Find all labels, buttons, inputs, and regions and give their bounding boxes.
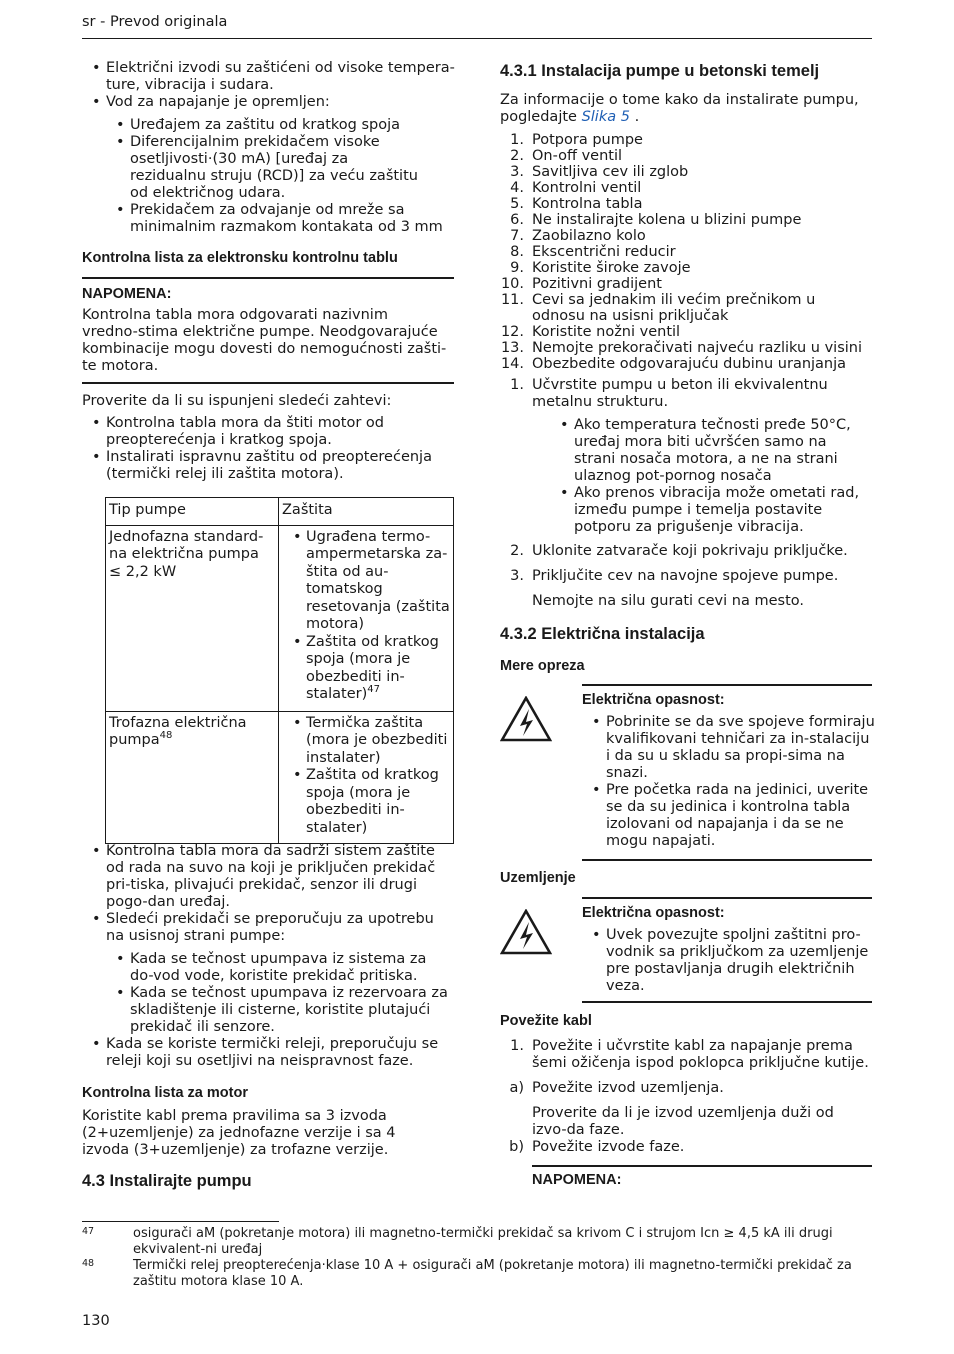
step-item: 3. Priključite cev na navojne spojeve pumpe. [510,568,839,584]
numbered-list [500,132,872,372]
table-cell [279,525,454,711]
top-bullets [82,60,454,236]
header-rule [82,38,872,39]
list-item: • Kada se tečnost upumpava iz sistema za do-vod vode, koristite prekidač pritiska. [82,951,454,985]
page-number: 130 [82,1313,110,1329]
warning-title: Električna opasnost: [582,692,725,708]
list-item: 3. Savitljiva cev ili zglob [510,164,689,180]
list-item: • Kada se tečnost upumpava iz rezervoara za skladištenje ili cisterne, koristite plutajući prekidač ili senzore. [82,985,450,1036]
list-item: 7. Zaobilazno kolo [510,228,646,244]
protection-table [105,497,454,844]
step-item: 1. Povežite i učvrstite kabl za napajanje prema šemi ožičenja ispod poklopca priključne kutije. [510,1038,869,1071]
note-title: NAPOMENA: [532,1172,622,1188]
footnote-text: Termički relej preopterećenja·klase 10 A + osigurači aM (pokretanje motora) ili magnetno-termički prekidač za zaštitu motora klase 10 A. [133,1258,852,1289]
footnote [82,1226,872,1258]
electrical-hazard-icon [500,696,552,742]
list-item: • Ako prenos vibracija može ometati rad, između pumpe i temelja postavite potporu za prigušenje vibracija. [500,485,874,536]
procedure-steps [500,377,872,610]
list-item: 10. Pozitivni gradijent [500,276,662,292]
step-item: a) Povežite izvod uzemljenja. [509,1080,724,1096]
list-item: • Vod za napajanje je opremljen: [82,94,454,111]
list-item: • Pre početka rada na jedinici, uverite se da su jedinica i kontrolna tabla izolovani od napajanja i da se ne mogu napajati. [582,782,878,850]
step-item: 2. Uklonite zatvarače koji pokrivaju priključke. [510,543,848,559]
footnote-ref: 48 [159,730,173,742]
list-item: 9. Koristite široke zavoje [510,260,691,276]
table-bullet: • Ugrađena termo-ampermetarska za-štita od au-tomatskog resetovanja (zaštita motora) [282,529,450,634]
table-cell [106,711,279,843]
section-heading: 4.3 Instalirajte pumpu [82,1172,252,1190]
footnote-rule [82,1221,279,1222]
list-item: • Električni izvodi su zaštićeni od visoke tempera-ture, vibracija i sudara. [82,60,456,94]
list-item: 1. Potpora pumpe [510,132,643,148]
sub-heading: Povežite kabl [500,1013,592,1029]
step-item: 1. Učvrstite pumpu u beton ili ekvivalentnu metalnu strukturu. [510,377,828,410]
running-header: sr - Prevod originala [82,14,228,30]
list-item: • Pobrinite se da sve spojeve formiraju kvalifikovani tehničari za in-stalaciju i da su u skladu sa propi-sima na snazi. [582,714,876,782]
intro-end: . [629,109,640,125]
table-cell-text: Trofazna električna pumpa [109,714,247,748]
check-bullets [82,415,432,483]
footnote [82,1258,872,1290]
table-row [106,711,454,843]
sub-heading: Uzemljenje [500,870,576,886]
warning-box [582,684,875,861]
warning-title: Električna opasnost: [582,905,725,921]
note-box [82,277,454,384]
list-item: 8. Ekscentrični reducir [510,244,676,260]
list-item: 2. On-off ventil [510,148,623,164]
cable-steps [500,1038,872,1156]
list-item: 12. Koristite nožni ventil [500,324,681,340]
list-item: 14. Obezbedite odgovarajuću dubinu uranjanja [500,356,847,372]
section-heading: 4.3.2 Električna instalacija [500,625,705,643]
list-item: 11. Cevi sa jednakim ili većim prečnikom u odnosu na usisni priključak [500,292,816,324]
list-item: • Diferencijalnim prekidačem visoke osetljivosti·(30 mA) [uređaj za rezidualnu struju (RCD)] za veću zaštitu od električnog udara. [82,134,426,202]
intro-text: Za informacije o tome kako da instalirate pumpu, pogledajte [500,92,859,125]
list-item: 5. Kontrolna tabla [510,196,643,212]
note-title: NAPOMENA: [82,286,172,302]
footnote-number: 48 [82,1258,95,1269]
paragraph [500,92,870,126]
table-bullet: • Termička zaštita (mora je obezbediti instalater) [282,715,450,768]
table-cell: Jednofazna standard-na električna pumpa ≤ 2,2 kW [106,525,279,711]
list-item: • Kontrolna tabla mora da sadrži sistem zaštite od rada na suvo na koji je priključen prekidač pri-tiska, plivajući prekidač, senzor ili drugi pogo-dan uređaj. [82,843,454,911]
figure-link[interactable]: Slika 5 [581,109,630,125]
footnote-number: 47 [82,1226,95,1237]
list-item: • Prekidačem za odvajanje od mreže sa minimalnim razmakom kontakata od 3 mm [82,202,446,236]
table-header-row [106,498,454,526]
table-row [106,525,454,711]
footnote-ref: 47 [367,684,380,696]
protection-table-wrap [82,497,454,844]
table-bullet [282,634,450,704]
list-item: • Uređajem za zaštitu od kratkog spoja [82,117,454,134]
paragraph: Koristite kabl prema pravilima sa 3 izvoda (2+uzemljenje) za jednofazne verzije i sa 4 izvoda (3+uzemljenje) za trofazne verzije. [82,1108,396,1158]
warning-box [582,897,872,1003]
step-item: b) Povežite izvode faze. [509,1139,685,1155]
list-item: • Sledeći prekidači se preporučuju za upotrebu na usisnoj strani pumpe: [82,911,446,945]
step-note: Proverite da li je izvod uzemljenja duži od izvo-da faze. [532,1105,834,1138]
after-table-bullets [82,843,454,1070]
table-bullet: • Zaštita od kratkog spoja (mora je obezbediti in-stalater) [282,767,450,837]
sub-heading: Mere opreza [500,658,585,674]
paragraph: Proverite da li su ispunjeni sledeći zahtevi: [82,393,392,409]
section-heading: 4.3.1 Instalacija pumpe u betonski temelj [500,62,820,80]
list-item: • Kada se koriste termički releji, preporučuju se releji koji su osetljivi na neispravnost faze. [82,1036,446,1070]
table-header-cell: Tip pumpe [106,498,279,526]
footnote-text: osigurači aM (pokretanje motora) ili magnetno-termički prekidač sa krivom C i strujom Icn ≥ 4,5 kA ili drugi ekvivalent-ni uređaj [133,1226,833,1257]
list-item: • Uvek povezujte spoljni zaštitni pro-vodnik sa priključkom za uzemljenje pre postavljanja drugih električnih veza. [582,927,876,995]
list-item: 4. Kontrolni ventil [510,180,642,196]
list-item: • Ako temperatura tečnosti pređe 50°C, uređaj mora biti učvršćen samo na strani nosača motora, a ne na strani ulaznog pot-pornog nosača [500,417,870,485]
section-heading: Kontrolna lista za motor [82,1085,248,1101]
table-header-cell: Zaštita [279,498,454,526]
list-item: 13. Nemojte prekoračivati najveću razliku u visini [500,340,863,356]
list-item: • Instalirati ispravnu zaštitu od preopterećenja (termički relej ili zaštita motora). [82,449,432,483]
step-note: Nemojte na silu gurati cevi na mesto. [532,593,804,609]
electrical-hazard-icon [500,909,552,955]
table-cell [279,711,454,843]
warning-block [500,897,872,1003]
note-text: Kontrolna tabla mora odgovarati nazivnim vredno-stima električne pumpe. Neodgovarajuće kombinacije mogu dovesti do nemogućnosti zašti-te motora. [82,307,447,374]
list-item: 6. Ne instalirajte kolena u blizini pumpe [510,212,802,228]
section-heading: Kontrolna lista za elektronsku kontrolnu tablu [82,250,398,266]
list-item: • Kontrolna tabla mora da štiti motor od preopterećenja i kratkog spoja. [82,415,432,449]
warning-block [500,684,875,861]
table-bullet-text: Zaštita od kratkog spoja (mora je obezbediti in-stalater) [306,633,439,702]
note-box [532,1165,872,1189]
